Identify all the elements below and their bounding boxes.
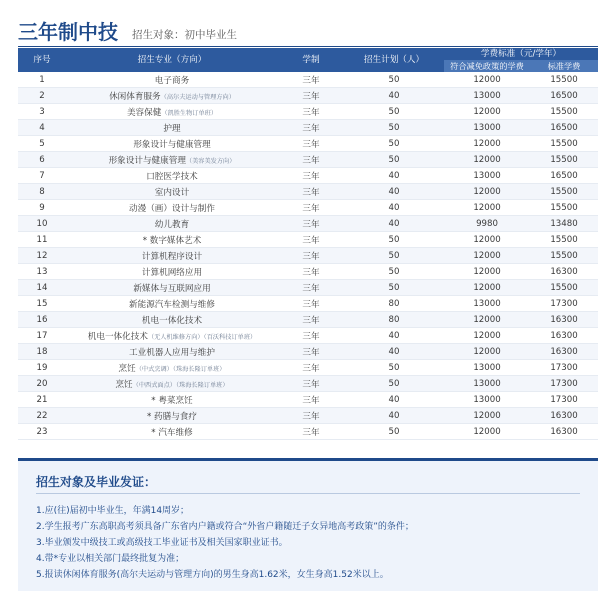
major-name: 新媒体与互联网应用 <box>133 283 211 294</box>
table-row <box>18 72 598 88</box>
notes-divider <box>36 493 580 494</box>
row-index: 10 <box>18 216 66 232</box>
title-divider <box>18 46 598 47</box>
row-major <box>66 344 278 360</box>
row-plan: 40 <box>344 168 444 184</box>
row-major <box>66 200 278 216</box>
notes-item: 3.毕业颁发中级技工或高级技工毕业证书及相关国家职业证书。 <box>36 538 288 548</box>
row-duration: 三年 <box>278 152 344 168</box>
table-body <box>18 72 598 440</box>
row-fee-waiver: 12000 <box>444 72 530 88</box>
row-duration: 三年 <box>278 232 344 248</box>
row-index: 22 <box>18 408 66 424</box>
header-fee-group: 学费标准（元/学年） <box>444 48 598 60</box>
table-row <box>18 232 598 248</box>
row-fee-standard: 15500 <box>530 248 598 264</box>
notes-item: 5.报读休闲体育服务(高尔夫运动与管理方向)的男生身高1.62米，女生身高1.52米以上。 <box>36 570 389 580</box>
row-duration: 三年 <box>278 344 344 360</box>
row-fee-waiver: 12000 <box>444 248 530 264</box>
major-name: 电子商务 <box>154 75 190 86</box>
row-plan: 40 <box>344 344 444 360</box>
header-plan: 招生计划（人） <box>344 48 444 72</box>
row-fee-standard: 15500 <box>530 104 598 120</box>
row-plan: 50 <box>344 248 444 264</box>
header-fee-standard: 标准学费 <box>530 60 598 72</box>
row-index: 15 <box>18 296 66 312</box>
notes-item: 4.带*专业以相关部门最终批复为准； <box>36 554 185 564</box>
row-plan: 80 <box>344 312 444 328</box>
enrollment-table <box>18 48 598 440</box>
row-plan: 50 <box>344 264 444 280</box>
major-note: （中西式面点）（珠海长隆订单班） <box>132 381 229 389</box>
row-fee-standard: 17300 <box>530 392 598 408</box>
row-index: 8 <box>18 184 66 200</box>
row-major <box>66 376 278 392</box>
row-fee-waiver: 13000 <box>444 120 530 136</box>
row-index: 14 <box>18 280 66 296</box>
row-index: 21 <box>18 392 66 408</box>
major-name: 计算机网络应用 <box>141 267 203 278</box>
row-major <box>66 296 278 312</box>
major-name: 机电一体化技术 <box>87 331 148 342</box>
row-plan: 50 <box>344 136 444 152</box>
row-fee-standard: 16300 <box>530 408 598 424</box>
table-row <box>18 216 598 232</box>
row-major <box>66 216 278 232</box>
row-fee-standard: 16500 <box>530 88 598 104</box>
row-major <box>66 280 278 296</box>
row-index: 2 <box>18 88 66 104</box>
row-major <box>66 360 278 376</box>
row-major <box>66 168 278 184</box>
row-plan: 40 <box>344 88 444 104</box>
row-fee-standard: 15500 <box>530 72 598 88</box>
row-index: 5 <box>18 136 66 152</box>
table-row <box>18 200 598 216</box>
row-plan: 50 <box>344 120 444 136</box>
table-row <box>18 280 598 296</box>
table-row <box>18 168 598 184</box>
table-row <box>18 136 598 152</box>
page-header <box>18 12 598 46</box>
page-title: 三年制中技 <box>18 20 118 44</box>
row-fee-waiver: 13000 <box>444 296 530 312</box>
row-fee-waiver: 12000 <box>444 408 530 424</box>
row-plan: 50 <box>344 104 444 120</box>
row-fee-waiver: 12000 <box>444 152 530 168</box>
table-row <box>18 152 598 168</box>
row-duration: 三年 <box>278 104 344 120</box>
table-row <box>18 248 598 264</box>
row-fee-waiver: 12000 <box>444 136 530 152</box>
table-row <box>18 184 598 200</box>
row-major <box>66 264 278 280</box>
row-duration: 三年 <box>278 136 344 152</box>
row-fee-standard: 16300 <box>530 312 598 328</box>
row-fee-waiver: 12000 <box>444 328 530 344</box>
table-row <box>18 296 598 312</box>
major-name: 烹饪 <box>118 363 136 374</box>
row-index: 20 <box>18 376 66 392</box>
row-index: 11 <box>18 232 66 248</box>
row-fee-standard: 17300 <box>530 360 598 376</box>
row-duration: 三年 <box>278 392 344 408</box>
table-row <box>18 360 598 376</box>
row-fee-standard: 15500 <box>530 232 598 248</box>
row-duration: 三年 <box>278 360 344 376</box>
major-name: 幼儿教育 <box>154 219 190 230</box>
row-major <box>66 392 278 408</box>
header-major: 招生专业（方向） <box>66 48 278 72</box>
major-name: 新能源汽车检测与维修 <box>129 299 215 310</box>
major-name: 室内设计 <box>154 187 190 198</box>
row-duration: 三年 <box>278 72 344 88</box>
notes-panel <box>18 458 598 591</box>
row-fee-waiver: 12000 <box>444 264 530 280</box>
table-row <box>18 88 598 104</box>
row-plan: 80 <box>344 296 444 312</box>
row-fee-standard: 16500 <box>530 120 598 136</box>
major-name: 工业机器人应用与维护 <box>129 347 215 358</box>
row-duration: 三年 <box>278 376 344 392</box>
row-index: 19 <box>18 360 66 376</box>
row-fee-standard: 15500 <box>530 184 598 200</box>
row-plan: 50 <box>344 72 444 88</box>
row-fee-waiver: 12000 <box>444 280 530 296</box>
major-note: （凯胜生物订单班） <box>161 109 218 117</box>
table-row <box>18 264 598 280</box>
row-index: 3 <box>18 104 66 120</box>
row-major <box>66 104 278 120</box>
major-name: * 汽车维修 <box>151 427 193 438</box>
table-row <box>18 424 598 440</box>
row-duration: 三年 <box>278 200 344 216</box>
major-name: 计算机程序设计 <box>141 251 203 262</box>
major-name: 美容保健 <box>126 107 162 118</box>
row-major <box>66 312 278 328</box>
row-major <box>66 232 278 248</box>
row-major <box>66 72 278 88</box>
row-major <box>66 152 278 168</box>
row-index: 6 <box>18 152 66 168</box>
row-index: 18 <box>18 344 66 360</box>
table-row <box>18 120 598 136</box>
row-fee-waiver: 9980 <box>444 216 530 232</box>
notes-item: 1.应(往)届初中毕业生，年满14周岁； <box>36 506 190 516</box>
row-plan: 40 <box>344 216 444 232</box>
major-name: 动漫（画）设计与制作 <box>129 203 215 214</box>
table-row <box>18 344 598 360</box>
row-fee-standard: 16300 <box>530 344 598 360</box>
row-plan: 40 <box>344 392 444 408</box>
row-duration: 三年 <box>278 328 344 344</box>
table-row <box>18 392 598 408</box>
row-fee-standard: 15500 <box>530 200 598 216</box>
row-index: 23 <box>18 424 66 440</box>
table-row <box>18 376 598 392</box>
row-duration: 三年 <box>278 248 344 264</box>
table-row <box>18 104 598 120</box>
major-note: （无人机维修方向）（百沃科技订单班） <box>147 333 257 341</box>
row-fee-waiver: 13000 <box>444 392 530 408</box>
row-plan: 40 <box>344 408 444 424</box>
row-fee-standard: 16500 <box>530 168 598 184</box>
page-subtitle: 招生对象：初中毕业生 <box>132 29 237 41</box>
row-fee-waiver: 12000 <box>444 424 530 440</box>
row-fee-waiver: 12000 <box>444 184 530 200</box>
header-fee-waiver: 符合减免政策的学费 <box>444 60 530 72</box>
row-major <box>66 120 278 136</box>
row-major <box>66 248 278 264</box>
row-plan: 50 <box>344 152 444 168</box>
row-fee-standard: 16300 <box>530 328 598 344</box>
row-fee-waiver: 12000 <box>444 344 530 360</box>
row-fee-waiver: 13000 <box>444 360 530 376</box>
row-fee-standard: 17300 <box>530 376 598 392</box>
major-name: * 粤菜烹饪 <box>151 395 193 406</box>
major-name: 机电一体化技术 <box>141 315 203 326</box>
row-duration: 三年 <box>278 216 344 232</box>
row-fee-standard: 16300 <box>530 264 598 280</box>
table-row <box>18 408 598 424</box>
row-index: 7 <box>18 168 66 184</box>
major-name: 休闲体育服务 <box>109 91 161 102</box>
row-index: 12 <box>18 248 66 264</box>
row-plan: 40 <box>344 328 444 344</box>
row-fee-waiver: 12000 <box>444 232 530 248</box>
row-major <box>66 184 278 200</box>
row-fee-standard: 17300 <box>530 296 598 312</box>
row-plan: 50 <box>344 424 444 440</box>
row-fee-waiver: 12000 <box>444 312 530 328</box>
major-name: 口腔医学技术 <box>146 171 198 182</box>
row-fee-standard: 15500 <box>530 152 598 168</box>
row-major <box>66 88 278 104</box>
row-duration: 三年 <box>278 264 344 280</box>
row-fee-waiver: 12000 <box>444 104 530 120</box>
row-plan: 50 <box>344 232 444 248</box>
major-name: 烹饪 <box>115 379 133 390</box>
row-fee-waiver: 12000 <box>444 200 530 216</box>
row-major <box>66 136 278 152</box>
row-fee-standard: 13480 <box>530 216 598 232</box>
table-row <box>18 312 598 328</box>
row-fee-standard: 15500 <box>530 280 598 296</box>
table-row <box>18 328 598 344</box>
row-duration: 三年 <box>278 120 344 136</box>
major-name: 形象设计与健康管理 <box>108 155 186 166</box>
notes-list <box>36 503 586 583</box>
major-name: 护理 <box>163 123 181 134</box>
row-index: 4 <box>18 120 66 136</box>
row-index: 13 <box>18 264 66 280</box>
row-duration: 三年 <box>278 280 344 296</box>
row-index: 9 <box>18 200 66 216</box>
row-duration: 三年 <box>278 408 344 424</box>
row-plan: 40 <box>344 184 444 200</box>
row-plan: 50 <box>344 360 444 376</box>
row-fee-waiver: 13000 <box>444 376 530 392</box>
major-name: 形象设计与健康管理 <box>133 139 211 150</box>
major-name: * 数字媒体艺术 <box>142 235 202 246</box>
row-plan: 50 <box>344 280 444 296</box>
row-duration: 三年 <box>278 184 344 200</box>
row-duration: 三年 <box>278 312 344 328</box>
major-note: （中式烹调）（珠海长隆订单班） <box>135 365 226 373</box>
row-duration: 三年 <box>278 168 344 184</box>
row-duration: 三年 <box>278 88 344 104</box>
row-index: 16 <box>18 312 66 328</box>
row-plan: 40 <box>344 200 444 216</box>
major-name: * 药膳与食疗 <box>147 411 197 422</box>
row-index: 17 <box>18 328 66 344</box>
major-note: （美容美发方向） <box>185 157 236 165</box>
row-major <box>66 408 278 424</box>
row-fee-waiver: 13000 <box>444 168 530 184</box>
row-duration: 三年 <box>278 424 344 440</box>
notes-item: 2.学生报考广东高职高考须具备广东省内户籍或符合“外省户籍随迁子女异地高考政策”的条件； <box>36 522 414 532</box>
row-major <box>66 424 278 440</box>
notes-title: 招生对象及毕业发证： <box>36 475 157 489</box>
row-fee-standard: 15500 <box>530 136 598 152</box>
row-fee-standard: 16300 <box>530 424 598 440</box>
header-duration: 学制 <box>278 48 344 72</box>
row-duration: 三年 <box>278 296 344 312</box>
row-index: 1 <box>18 72 66 88</box>
row-major <box>66 328 278 344</box>
major-note: （高尔夫运动与管理方向） <box>160 93 235 101</box>
row-fee-waiver: 13000 <box>444 88 530 104</box>
header-index: 序号 <box>18 48 66 72</box>
row-plan: 50 <box>344 376 444 392</box>
